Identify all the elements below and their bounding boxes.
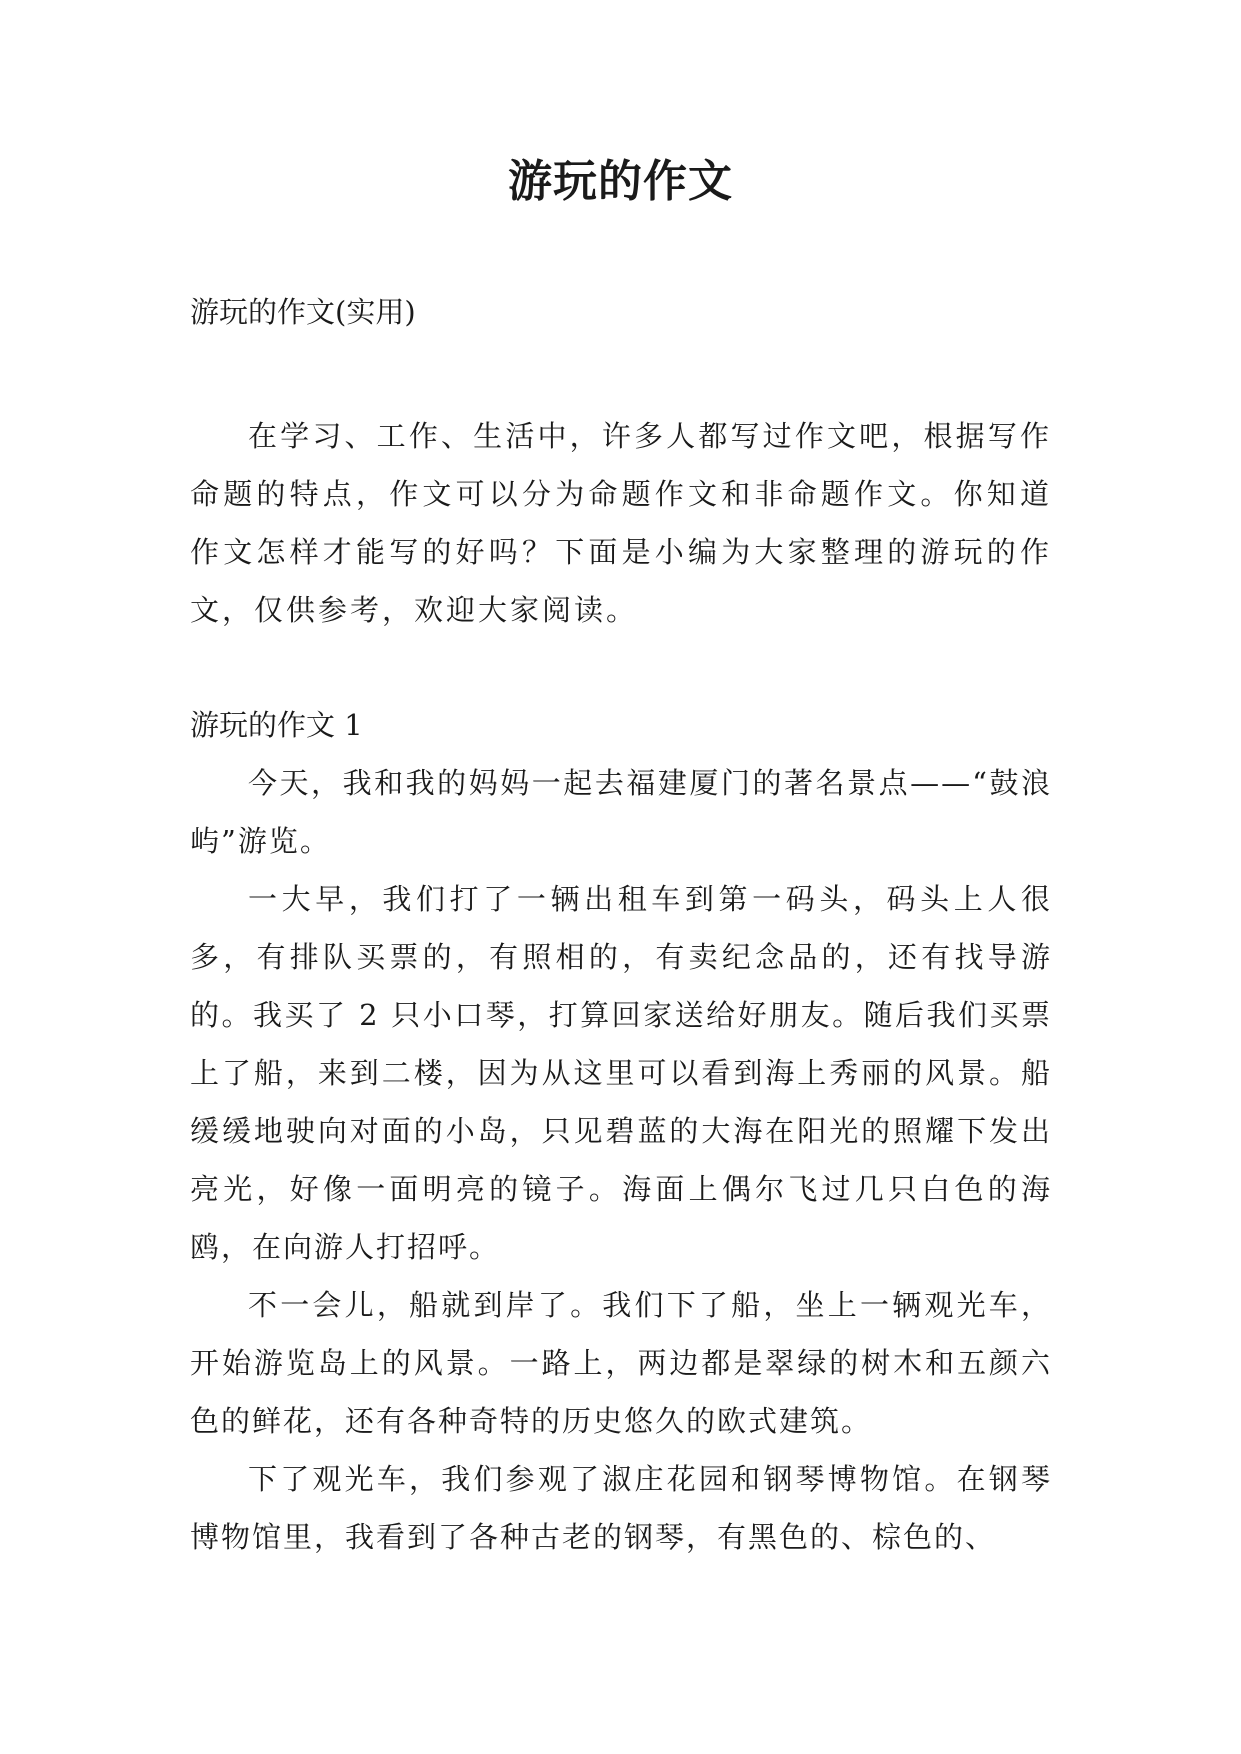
essay-body bbox=[190, 754, 1052, 1566]
essay-paragraph: 下了观光车，我们参观了淑庄花园和钢琴博物馆。在钢琴博物馆里，我看到了各种古老的钢琴，有黑色的、棕色的、 bbox=[190, 1462, 1052, 1554]
essay-paragraph: 今天，我和我的妈妈一起去福建厦门的著名景点——“鼓浪屿”游览。 bbox=[190, 766, 1052, 858]
essay-paragraph: 不一会儿，船就到岸了。我们下了船，坐上一辆观光车，开始游览岛上的风景。一路上，两边都是翠绿的树木和五颜六色的鲜花，还有各种奇特的历史悠久的欧式建筑。 bbox=[190, 1288, 1052, 1438]
essay-paragraph: 一大早，我们打了一辆出租车到第一码头，码头上人很多，有排队买票的，有照相的，有卖纪念品的，还有找导游的。我买了 2 只小口琴，打算回家送给好朋友。随后我们买票上了船，来到二楼，因为从这里可以看到海上秀丽的风景。船缓缓地驶向对面的小岛，只见碧蓝的大海在阳光的照耀下发出亮光，好像一面明亮的镜子。海面上偶尔飞过几只白色的海鸥，在向游人打招呼。 bbox=[190, 882, 1052, 1264]
document-subtitle: 游玩的作文(实用) bbox=[190, 295, 416, 329]
document-title: 游玩的作文 bbox=[508, 156, 733, 207]
section-heading: 游玩的作文 1 bbox=[190, 708, 363, 742]
intro-paragraph: 在学习、工作、生活中，许多人都写过作文吧，根据写作命题的特点，作文可以分为命题作文和非命题作文。你知道作文怎样才能写的好吗？下面是小编为大家整理的游玩的作文，仅供参考，欢迎大家阅读。 bbox=[190, 419, 1052, 627]
